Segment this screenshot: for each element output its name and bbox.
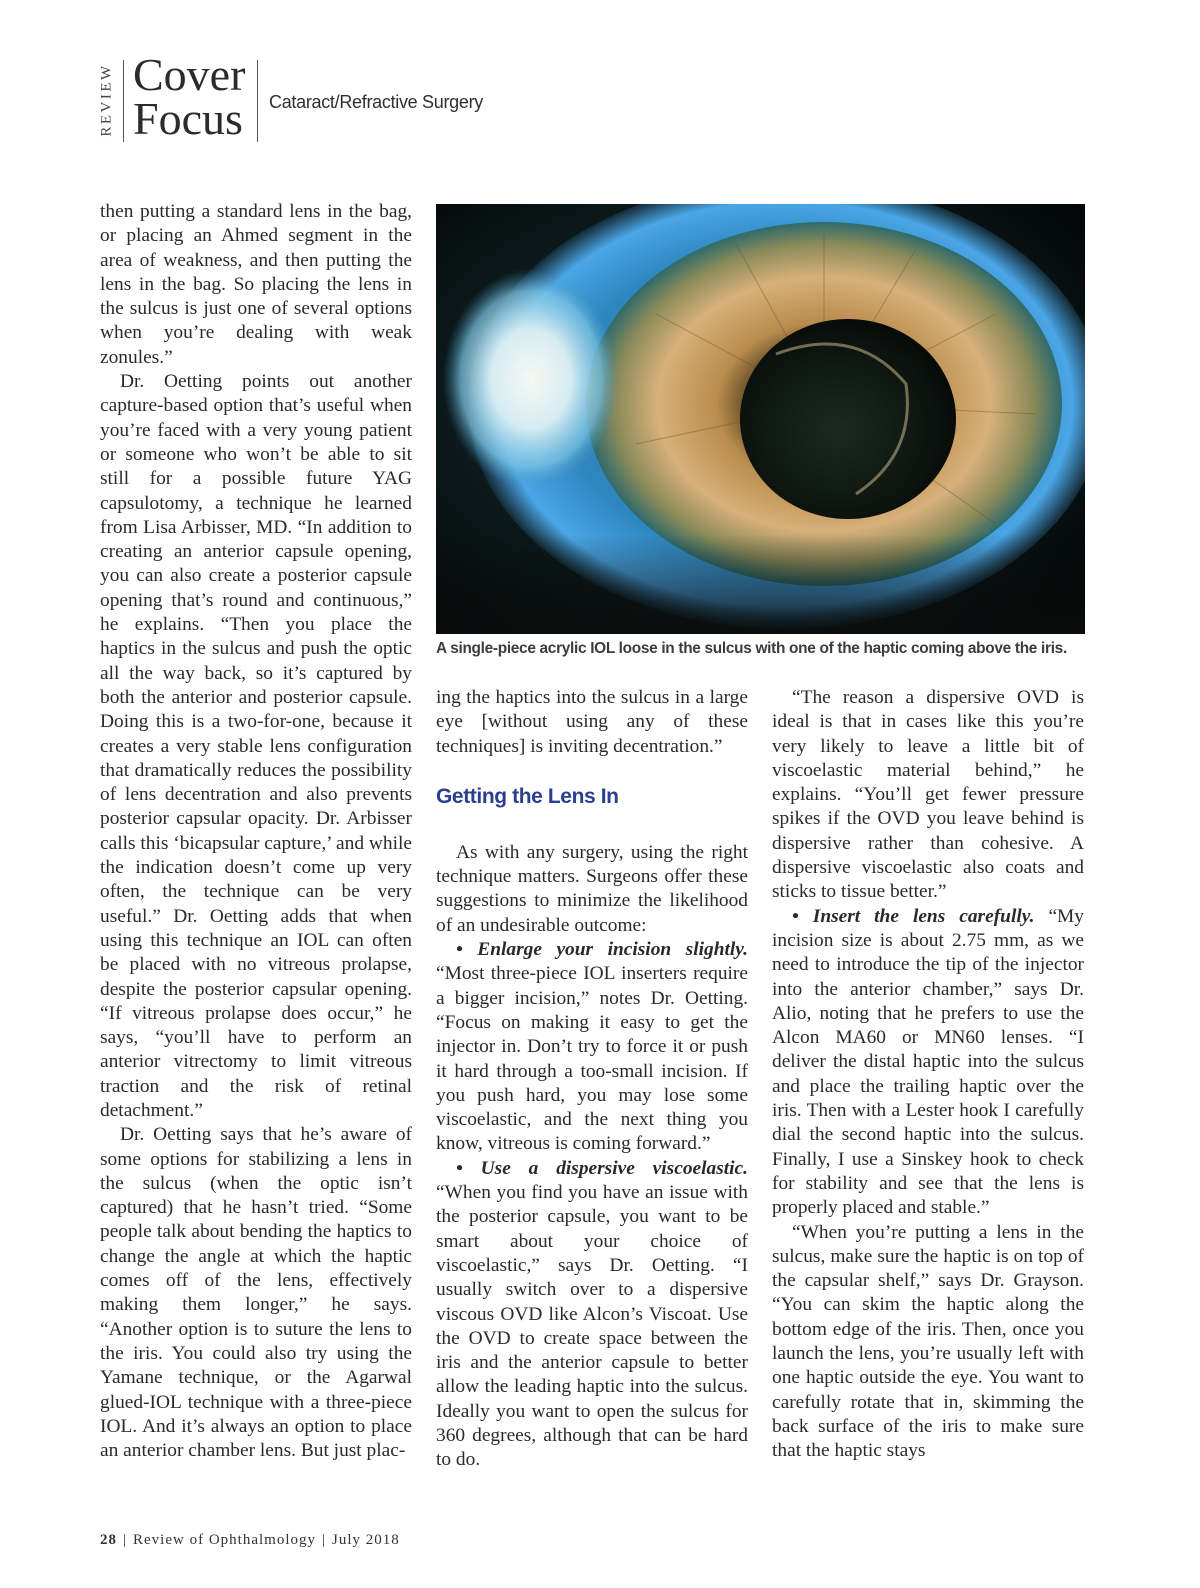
- paragraph: “The reason a dispersive OVD is ideal is that in cases like this you’re very likely to leave a little bit of viscoelastic material behind,” he explains. “You’ll get fewer pressure spikes if the OVD you leave behind is dispersive rather than cohesive. A dispersive viscoelastic also coats and sticks to tissue better.”: [772, 687, 1084, 903]
- title-line-focus: Focus: [133, 93, 243, 144]
- header-divider-right: [257, 60, 258, 142]
- paragraph: Dr. Oetting says that he’s aware of some options for stabilizing a lens in the sulcus (when the optic isn’t captured) that he hasn’t tried. “Some people talk about bending the haptics to change the angle at which the haptic comes off of the lens, effectively making them longer,” he says. “Another option is to suture the lens to the iris. You could also try using the Yamane technique, or the Agarwal glued-IOL technique with a three-piece IOL. And it’s always an option to place an anterior chamber lens. But just plac-: [100, 1124, 412, 1462]
- section-subheading: Getting the Lens In: [436, 784, 619, 808]
- magazine-name: Review of Ophthalmology: [133, 1532, 316, 1548]
- bullet-text: “When you find you have an issue with the posterior capsule, you want to be smart about your choice of viscoelastic,” says Dr. Oetting. “I usually switch over to a dispersive viscous OVD like Alcon’s Viscoat. Use the OVD to create space between the iris and the anterior capsule to better allow the leading haptic into the sulcus. Ideally you want to open the sulcus for 360 degrees, although that can be hard to do.: [436, 1182, 748, 1471]
- bullet-paragraph: [436, 938, 748, 1157]
- bullet-paragraph: [772, 905, 1084, 1221]
- page-number: 28: [100, 1532, 117, 1548]
- issue-date: July 2018: [332, 1532, 400, 1548]
- bullet-text: “My incision size is about 2.75 mm, as we need to introduce the tip of the injector into the anterior chamber,” says Dr. Alio, noting that he prefers to use the Alcon MA60 or MN60 lenses. “I deliver the distal haptic into the sulcus and place the trailing haptic over the iris. Then with a Lester hook I carefully dial the second haptic into the sulcus. Finally, I use a Sinskey hook to check for stability and see that the lens is properly placed and stable.”: [772, 905, 1084, 1219]
- article-column-2: [436, 686, 748, 1473]
- article-column-3: [772, 686, 1084, 1464]
- footer-separator: |: [123, 1532, 128, 1548]
- review-vertical-label: [94, 58, 120, 142]
- header-divider-left: [123, 60, 124, 142]
- review-label-text: REVIEW: [98, 63, 115, 137]
- bullet-paragraph: [436, 1157, 748, 1473]
- paragraph: As with any surgery, using the right technique matters. Surgeons offer these suggestions to minimize the likelihood of an undesirable outcome:: [436, 841, 748, 936]
- bullet-text: “Most three-piece IOL inserters require a bigger incision,” notes Dr. Oetting. “Focus on making it easy to get the injector in. Don’t try to force it or push it hard through a too-small incision. If you push hard, you may lose some viscoelastic, and the next thing you know, vitreous is coming forward.”: [436, 963, 748, 1155]
- paragraph: ing the haptics into the sulcus in a large eye [without using any of these techniques] is inviting decentration.”: [436, 687, 748, 757]
- article-column-1: [100, 200, 412, 1463]
- bullet-lead: • Use a dispersive viscoelastic.: [456, 1157, 748, 1179]
- footer-separator: |: [322, 1532, 327, 1548]
- cover-focus-title: [133, 49, 246, 144]
- figure-caption: A single-piece acrylic IOL loose in the sulcus with one of the haptic coming above the iris.: [436, 640, 1067, 657]
- title-line-cover: Cover: [133, 49, 246, 100]
- bullet-lead: • Enlarge your incision slightly.: [456, 939, 748, 961]
- paragraph: then putting a standard lens in the bag, or placing an Ahmed segment in the area of weakness, and then putting the lens in the bag. So placing the lens in the sulcus is just one of several options when you’re dealing with weak zonules.”: [100, 201, 412, 368]
- paragraph: “When you’re putting a lens in the sulcus, make sure the haptic is on top of the capsular shelf,” says Dr. Grayson. “You can skim the haptic along the bottom edge of the iris. Then, once you launch the lens, you’re usually left with one haptic outside the eye. You want to carefully rotate that in, skimming the back surface of the iris to make sure that the haptic stays: [772, 1221, 1084, 1462]
- bullet-lead: • Insert the lens carefully.: [792, 905, 1035, 927]
- paragraph: Dr. Oetting points out another capture-based option that’s useful when you’re faced with a very young patient or someone who won’t be able to sit still for a possible future YAG capsulotomy, a technique he learned from Lisa Arbisser, MD. “In addition to creating an anterior capsule opening, you can also create a posterior capsule opening that’s round and continuous,” he explains. “Then you place the haptics in the sulcus and push the optic all the way back, so it’s captured by both the anterior and posterior capsule. Doing this is a two-for-one, because it creates a very stable lens configuration that dramatically reduces the possibility of lens decentration and also prevents posterior capsular opacity. Dr. Arbisser calls this ‘bicapsular capture,’ and while the indication doesn’t come up very often, the technique can be very useful.” Dr. Oetting adds that when using this technique an IOL can often be placed with no vitreous prolapse, despite the posterior capsular opening. “If vitreous prolapse does occur,” he says, “you’ll have to perform an anterior vitrectomy to limit vitreous traction and the risk of retinal detachment.”: [100, 371, 412, 1121]
- page-footer: [100, 1532, 400, 1549]
- section-title: Cataract/Refractive Surgery: [269, 92, 483, 112]
- eye-photo: [436, 204, 1085, 634]
